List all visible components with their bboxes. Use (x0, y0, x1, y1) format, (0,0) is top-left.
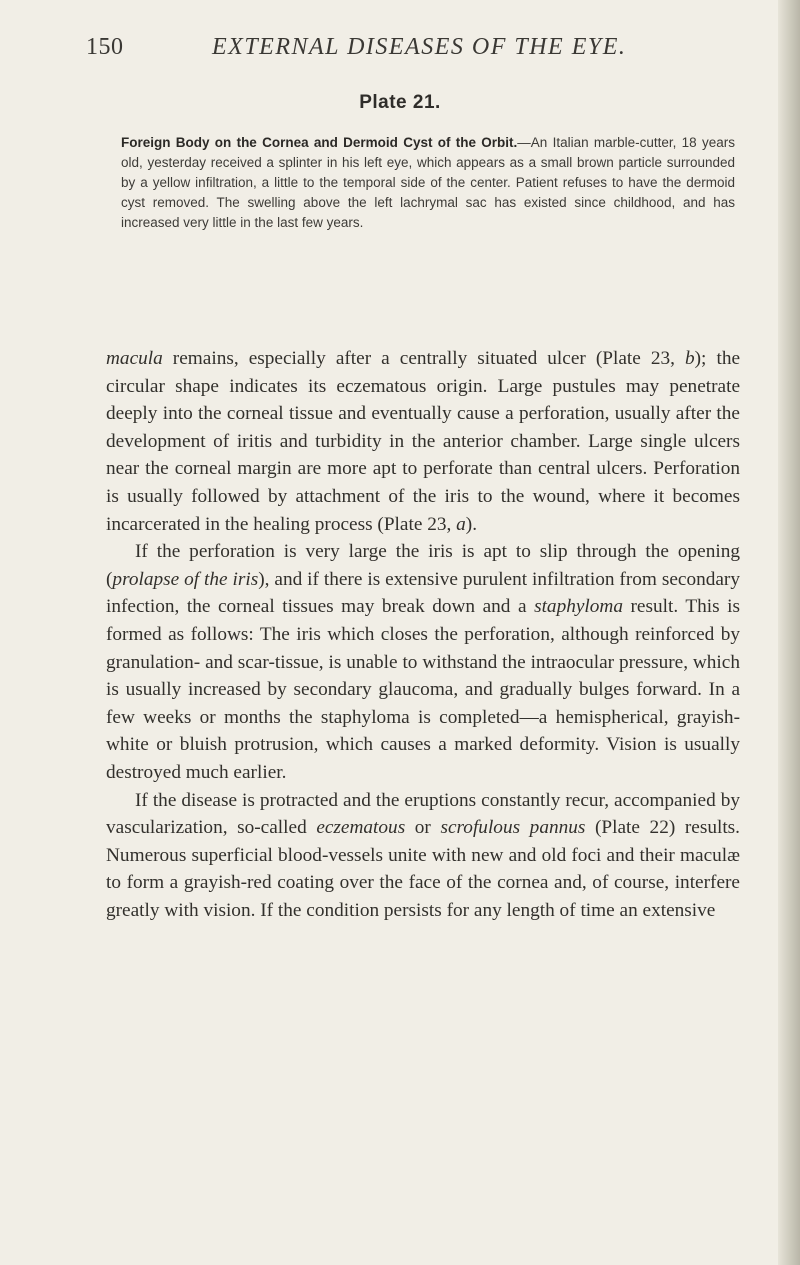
paragraph-2 (106, 538, 740, 786)
p2-italic-staphyloma: staphyloma (534, 596, 623, 618)
plate-title: Plate 21. (359, 92, 441, 113)
p2-text-2: ), and if there is extensive purulent infiltration from secondary infection, the corneal tissues may break down and a (106, 568, 740, 618)
p2-text-3: result. This is formed as follows: The iris which closes the perforation, although reinforced by granulation- and scar-tissue, is unable to withstand the intraocular pressure, which is usually increased by secondary glaucoma, and gradually bulges forward. In a few weeks or months the staphyloma is completed—a hemispherical, grayish-white or bluish protrusion, which causes a marked deformity. Vision is usually destroyed much earlier. (106, 596, 740, 783)
p3-italic-pannus: scrofulous pannus (440, 817, 586, 839)
running-head: EXTERNAL DISEASES OF THE EYE. (212, 34, 627, 60)
p1-italic-b: b (685, 348, 695, 369)
body-text (106, 345, 740, 924)
p3-italic-eczematous: eczematous (316, 817, 406, 839)
page-edge-shadow (778, 0, 800, 1265)
plate-caption (121, 133, 735, 233)
p1-italic-macula: macula (106, 348, 163, 369)
paragraph-1 (106, 345, 740, 538)
p1-text-1: remains, especially after a centrally situated ulcer (Plate 23, (162, 348, 685, 369)
p1-italic-a: a (456, 513, 466, 535)
page-number: 150 (86, 34, 124, 60)
p3-text-2: or (405, 817, 441, 839)
p3-text-3: (Plate 22) results. Numerous superficial blood-vessels unite with new and old foci and their maculæ to form a grayish-red coating over the face of the cornea and, of course, interfere greatly with vision. If the condition persists for any length of time an extensive (106, 817, 741, 921)
p2-text-1: If the perforation is very large the iris is apt to slip through the opening ( (106, 541, 740, 590)
caption-title: Foreign Body on the Cornea and Dermoid Cyst of the Orbit. (121, 135, 518, 150)
p2-italic-prolapse: prolapse of the iris (112, 568, 259, 590)
paragraph-3 (106, 787, 740, 925)
caption-text: —An Italian marble-cutter, 18 years old, yesterday received a splinter in his left eye, which appears as a small brown particle surrounded by a yellow infiltration, a little to the temporal side of the center. Patient refuses to have the dermoid cyst removed. The swelling above the left lachrymal sac has existed since childhood, and has increased very little in the last few years. (121, 135, 735, 230)
p3-text-1: If the disease is protracted and the eruptions constantly recur, accompanied by vascularization, so-called (106, 789, 740, 839)
p1-text-3: ). (465, 513, 478, 535)
p1-text-2: ); the circular shape indicates its eczematous origin. Large pustules may penetrate deeply into the corneal tissue and eventually cause a perforation, usually after the development of iritis and turbidity in the anterior chamber. Large single ulcers near the corneal margin are more apt to perforate than central ulcers. Perforation is usually followed by attachment of the iris to the wound, where it becomes incarcerated in the healing process (Plate 23, (106, 348, 741, 535)
